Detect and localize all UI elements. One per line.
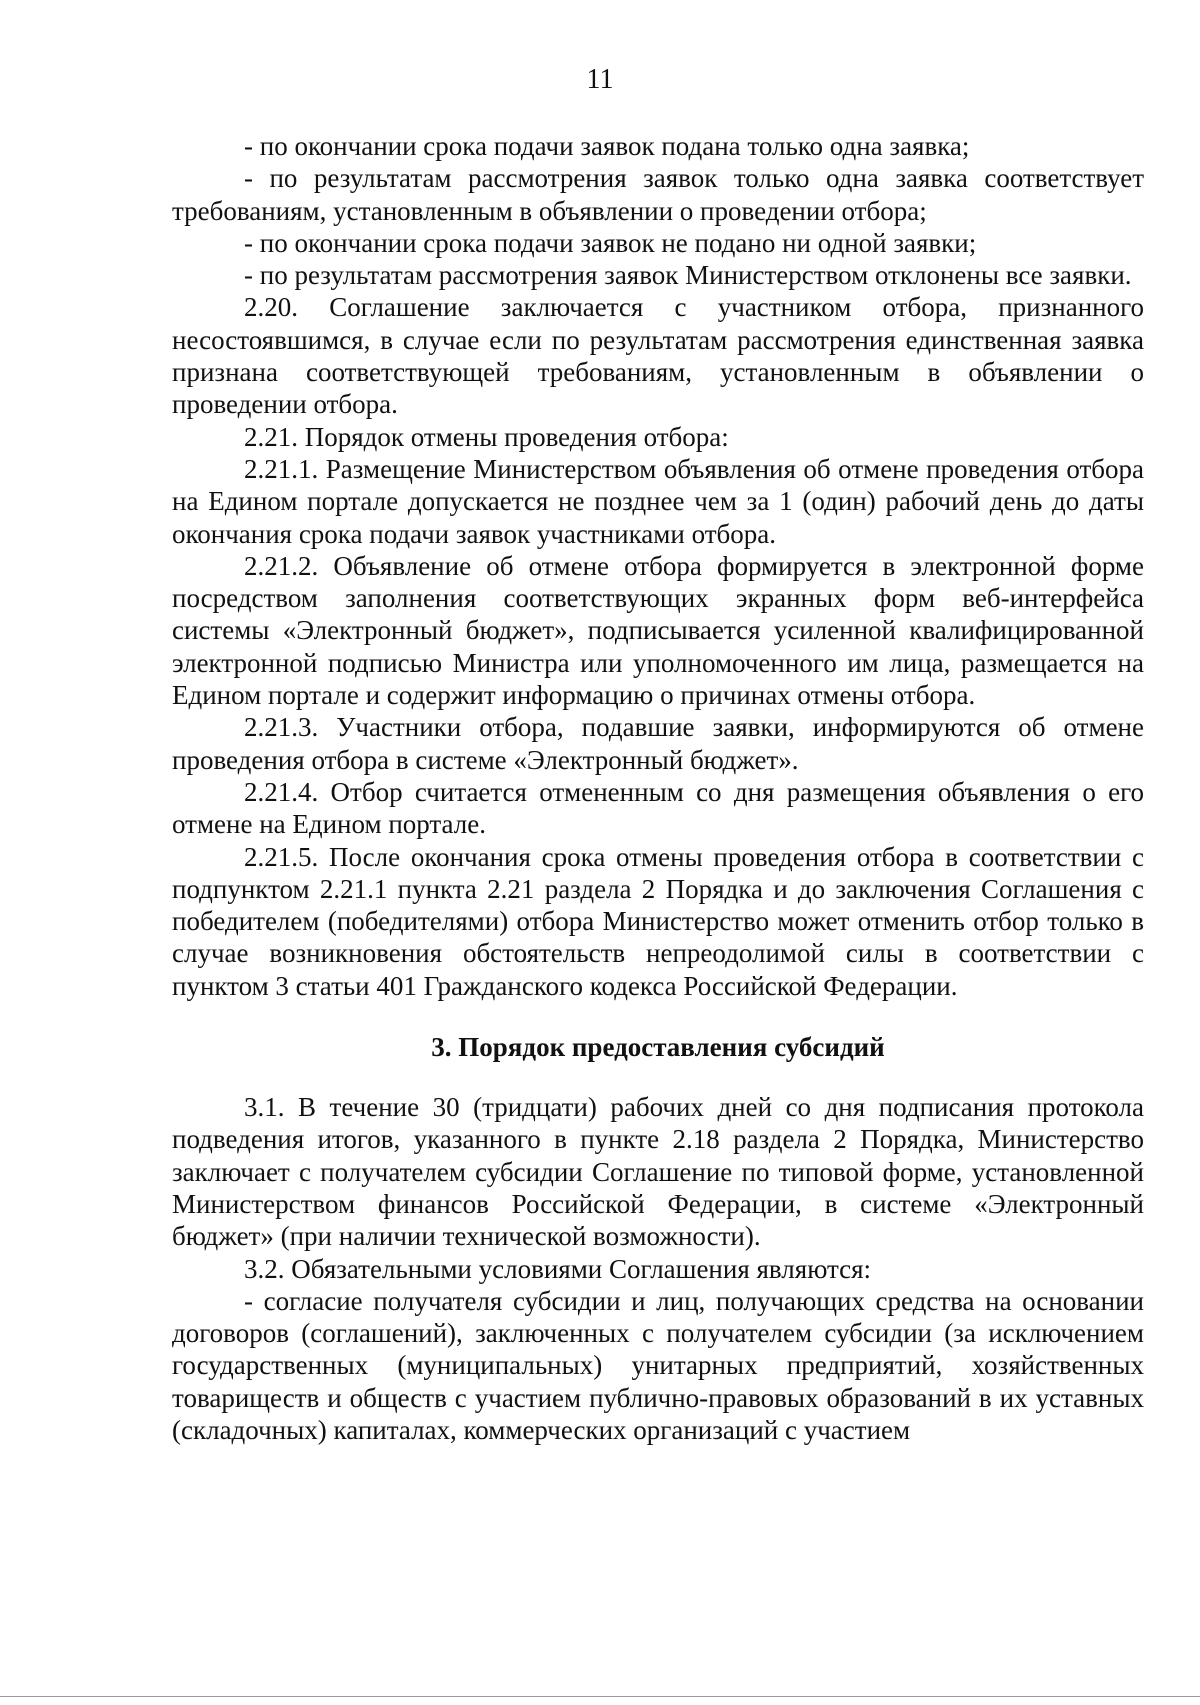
paragraph-bullet-all-rejected: - по результатам рассмотрения заявок Министерством отклонены все заявки. bbox=[244, 260, 1132, 291]
paragraph-2-21-5: 2.21.5. После окончания срока отмены проведения отбора в соответствии с подпунктом 2.21.1 пункта 2.21 раздела 2 Порядка и до заключения Соглашения с победителем (победителями) отбора Министерство может отменить отбор только в случае возникновения обстоятельств непреодолимой силы в соответствии с пунктом 3 статьи 401 Гражданского кодекса Российской Федерации. bbox=[172, 841, 1144, 1001]
paragraph-2-21-1: 2.21.1. Размещение Министерством объявления об отмене проведения отбора на Едином портале допускается не позднее чем за 1 (один) рабочий день до даты окончания срока подачи заявок участниками отбора. bbox=[172, 453, 1144, 549]
paragraph-3-2: 3.2. Обязательными условиями Соглашения являются: bbox=[244, 1253, 872, 1284]
paragraph-bullet-one-compliant: - по результатам рассмотрения заявок только одна заявка соответствует требованиям, установленным в объявлении о проведении отбора; bbox=[172, 163, 1144, 226]
paragraph-bullet-consent: - согласие получателя субсидии и лиц, получающих средства на основании договоров (соглашений), заключенных с получателем субсидии (за исключением государственных (муниципальных) унитарных предприятий, хозяйственных товариществ и обществ с участием публично-правовых образований в их уставных (складочных) капиталах, коммерческих организаций с участием bbox=[172, 1285, 1144, 1445]
paragraph-3-1: 3.1. В течение 30 (тридцати) рабочих дней со дня подписания протокола подведения итогов, указанного в пункте 2.18 раздела 2 Порядка, Министерство заключает с получателем субсидии Соглашение по типовой форме, установленной Министерством финансов Российской Федерации, в системе «Электронный бюджет» (при наличии технической возможности). bbox=[172, 1092, 1144, 1252]
paragraph-bullet-no-applications: - по окончании срока подачи заявок не подано ни одной заявки; bbox=[244, 227, 977, 258]
document-body bbox=[172, 130, 1144, 1446]
section-3-heading: 3. Порядок предоставления субсидий bbox=[431, 1032, 885, 1063]
page-number: 11 bbox=[586, 64, 614, 95]
paragraph-2-20: 2.20. Соглашение заключается с участником отбора, признанного несостоявшимся, в случае если по результатам рассмотрения единственная заявка признана соответствующей требованиям, установленным в объявлении о проведении отбора. bbox=[172, 292, 1144, 420]
paragraph-2-21-3: 2.21.3. Участники отбора, подавшие заявки, информируются об отмене проведения отбора в системе «Электронный бюджет». bbox=[172, 712, 1144, 775]
paragraph-2-21-2: 2.21.2. Объявление об отмене отбора формируется в электронной форме посредством заполнения соответствующих экранных форм веб-интерфейса системы «Электронный бюджет», подписывается усиленной квалифицированной электронной подписью Министра или уполномоченного им лица, размещается на Едином портале и содержит информацию о причинах отмены отбора. bbox=[172, 550, 1144, 711]
paragraph-2-21: 2.21. Порядок отмены проведения отбора: bbox=[244, 421, 729, 452]
paragraph-bullet-one-application: - по окончании срока подачи заявок подана только одна заявка; bbox=[244, 131, 970, 161]
paragraph-2-21-4: 2.21.4. Отбор считается отмененным со дня размещения объявления о его отмене на Едином портале. bbox=[172, 776, 1144, 840]
scan-edge-line bbox=[0, 1696, 1200, 1697]
